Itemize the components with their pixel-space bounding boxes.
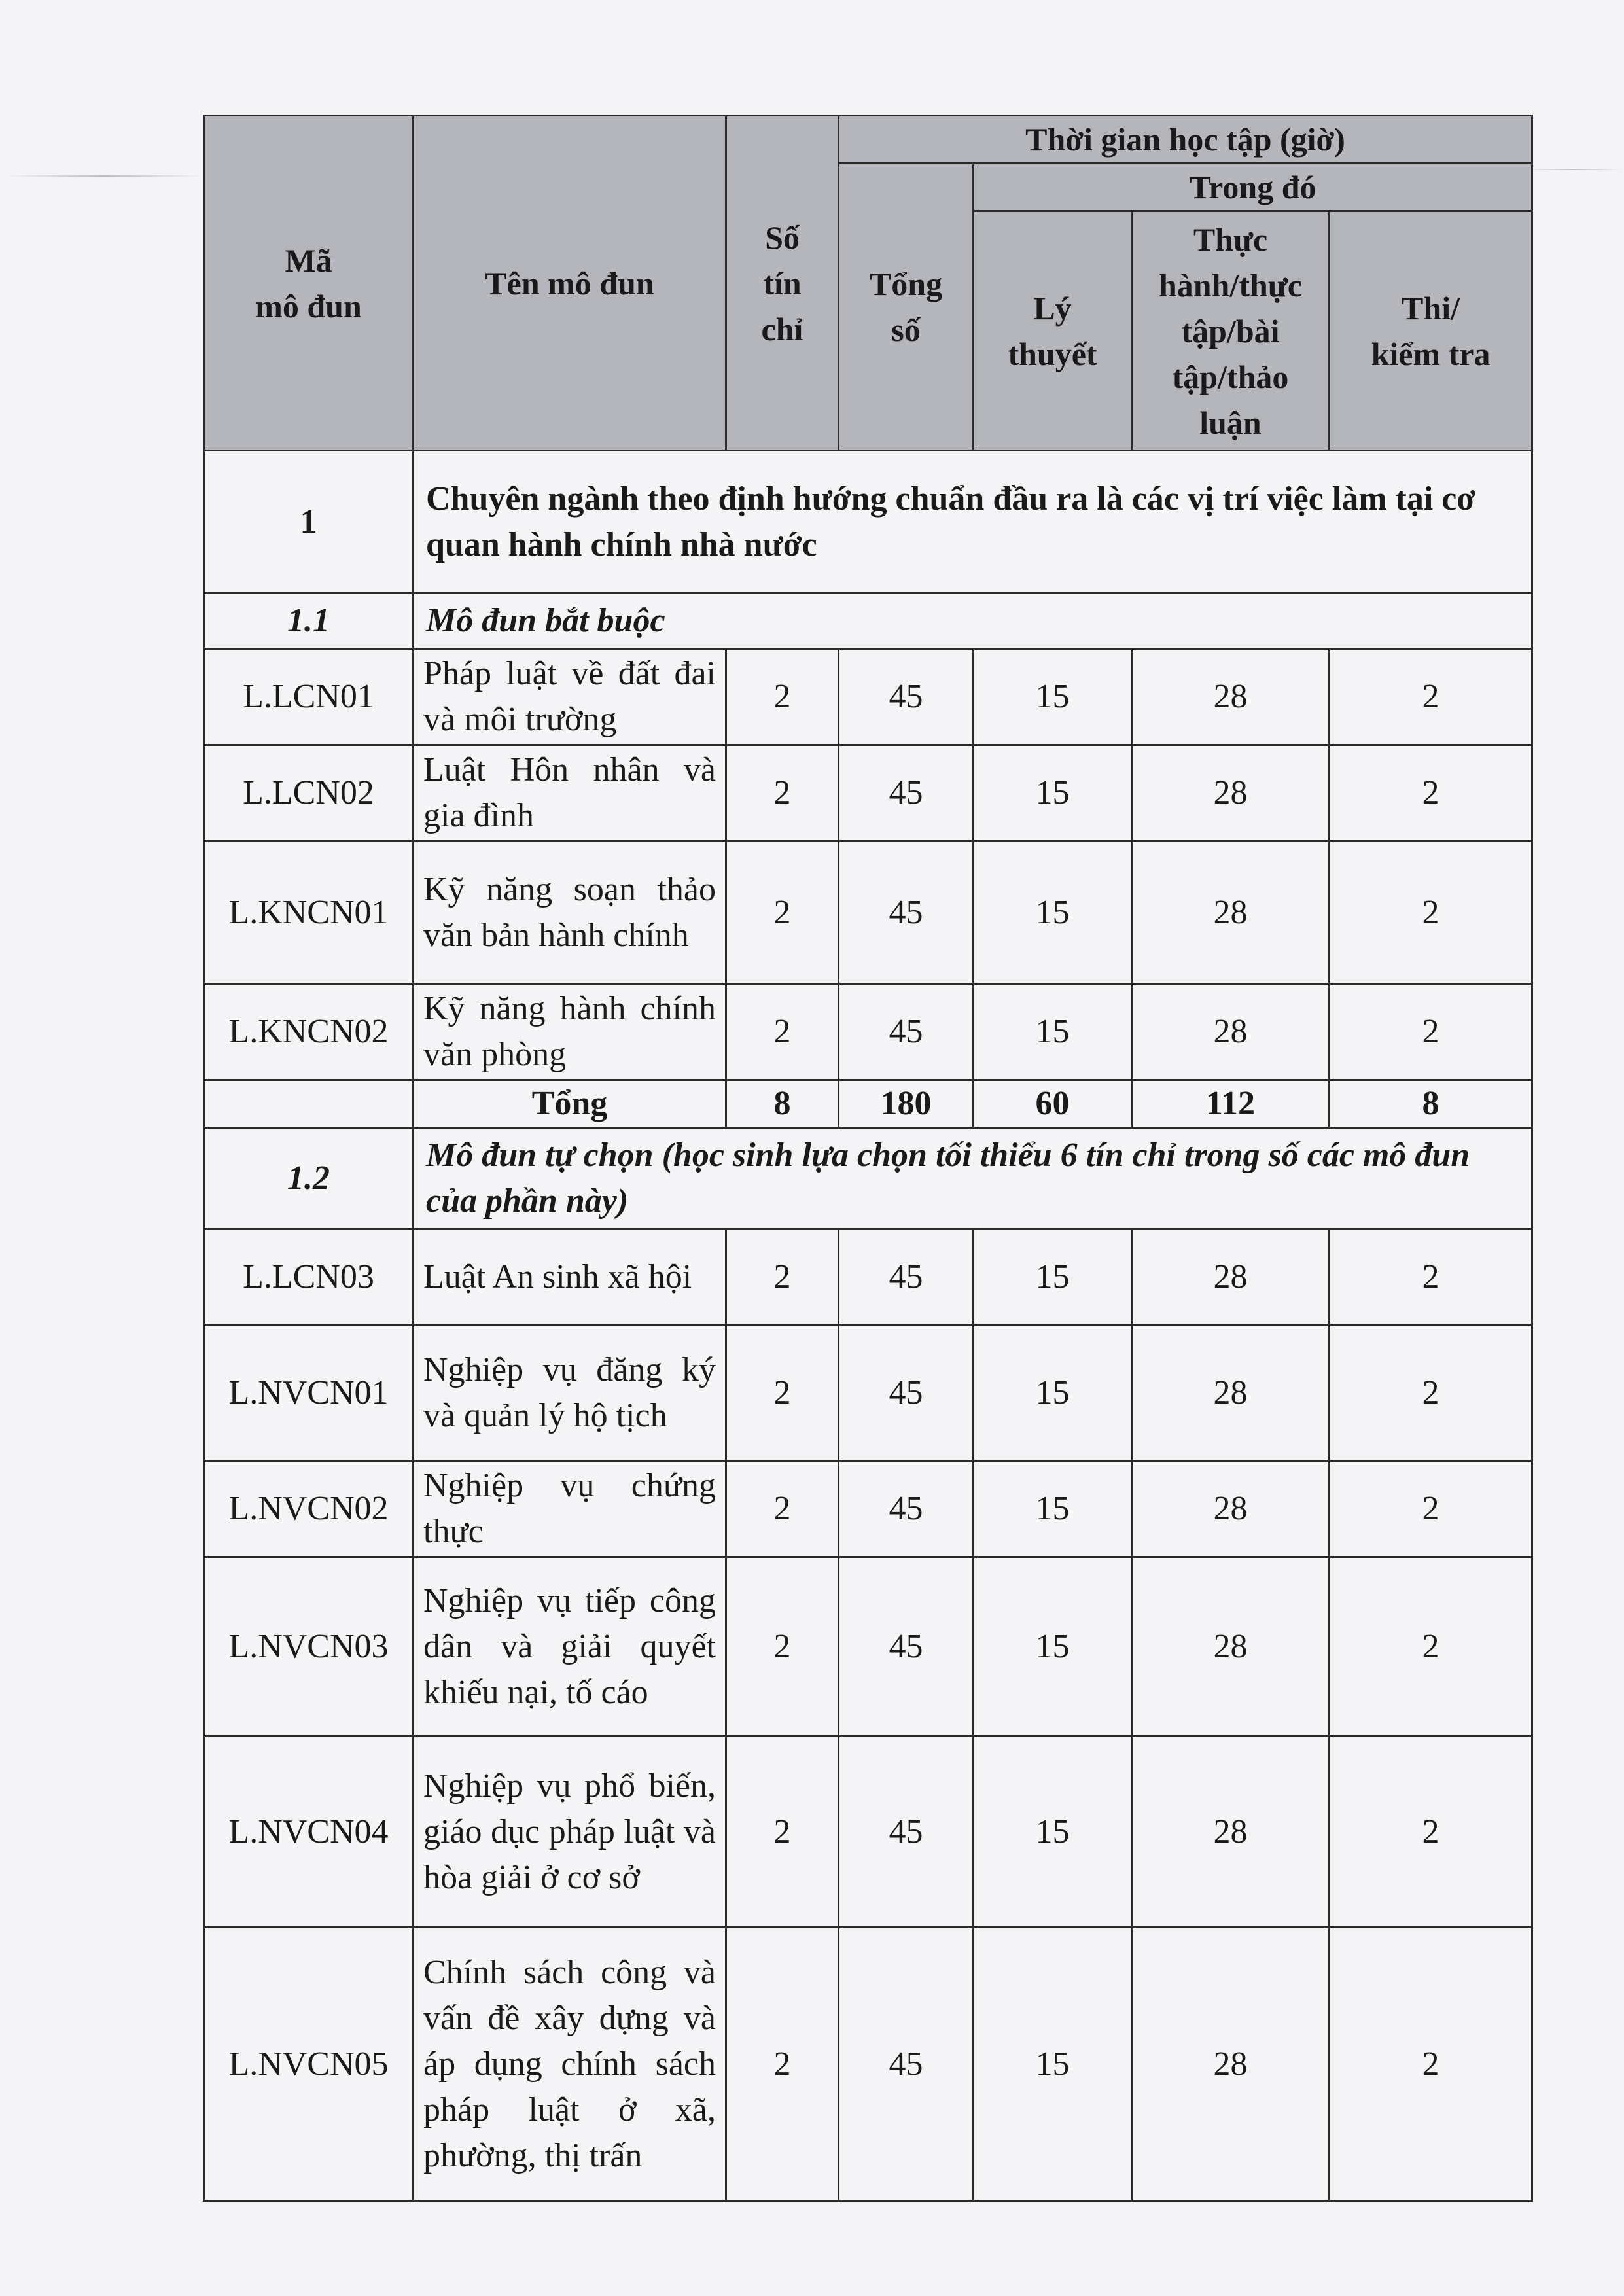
module-code: L.LCN02 xyxy=(204,745,414,841)
total-hours-cell: 45 xyxy=(839,1325,974,1461)
total-hours-cell: 45 xyxy=(839,1461,974,1557)
total-theory: 60 xyxy=(974,1080,1132,1128)
credits-cell: 2 xyxy=(726,984,839,1080)
module-name: Chính sách công và vấn đề xây dựng và áp dụng chính sách pháp luật ở xã, phường, thị trấn xyxy=(414,1928,726,2201)
exam-hours-cell: 2 xyxy=(1330,841,1532,984)
theory-hours-cell: 15 xyxy=(974,745,1132,841)
table-row xyxy=(204,984,1532,1080)
module-name: Kỹ năng hành chính văn phòng xyxy=(414,984,726,1080)
module-name: Nghiệp vụ phổ biến, giáo dục pháp luật và hòa giải ở cơ sở xyxy=(414,1737,726,1928)
scan-artifact-left xyxy=(7,175,203,177)
total-credits: 8 xyxy=(726,1080,839,1128)
table-row xyxy=(204,841,1532,984)
total-hours-cell: 45 xyxy=(839,984,974,1080)
elective-number: 1.2 xyxy=(204,1128,414,1229)
module-name: Nghiệp vụ đăng ký và quản lý hộ tịch xyxy=(414,1325,726,1461)
credits-cell: 2 xyxy=(726,1461,839,1557)
table-row xyxy=(204,649,1532,745)
module-code: L.NVCN01 xyxy=(204,1325,414,1461)
module-name: Pháp luật về đất đai và môi trường xyxy=(414,649,726,745)
practice-hours-cell: 28 xyxy=(1132,1737,1330,1928)
header-exam: Thi/ kiểm tra xyxy=(1330,211,1532,451)
module-name: Nghiệp vụ chứng thực xyxy=(414,1461,726,1557)
exam-hours-cell: 2 xyxy=(1330,1461,1532,1557)
theory-hours-cell: 15 xyxy=(974,841,1132,984)
total-hours-cell: 45 xyxy=(839,1229,974,1325)
exam-hours-cell: 2 xyxy=(1330,1737,1532,1928)
exam-hours-cell: 2 xyxy=(1330,1229,1532,1325)
header-credits: Số tín chỉ xyxy=(726,116,839,451)
practice-hours-cell: 28 xyxy=(1132,745,1330,841)
section-title: Chuyên ngành theo định hướng chuẩn đầu ra là các vị trí việc làm tại cơ quan hành chính nhà nước xyxy=(414,451,1532,593)
credits-cell: 2 xyxy=(726,1325,839,1461)
credits-cell: 2 xyxy=(726,1737,839,1928)
total-hours-cell: 45 xyxy=(839,1737,974,1928)
module-name: Kỹ năng soạn thảo văn bản hành chính xyxy=(414,841,726,984)
exam-hours-cell: 2 xyxy=(1330,984,1532,1080)
module-code: L.NVCN02 xyxy=(204,1461,414,1557)
scan-artifact-right xyxy=(1525,169,1623,170)
module-code: L.NVCN05 xyxy=(204,1928,414,2201)
table-row xyxy=(204,1461,1532,1557)
practice-hours-cell: 28 xyxy=(1132,649,1330,745)
curriculum-table xyxy=(203,115,1533,2202)
theory-hours-cell: 15 xyxy=(974,1461,1132,1557)
credits-cell: 2 xyxy=(726,841,839,984)
practice-hours-cell: 28 xyxy=(1132,984,1330,1080)
exam-hours-cell: 2 xyxy=(1330,1928,1532,2201)
table-row xyxy=(204,1928,1532,2201)
module-code: L.LCN01 xyxy=(204,649,414,745)
module-code: L.KNCN02 xyxy=(204,984,414,1080)
required-title: Mô đun bắt buộc xyxy=(414,593,1532,649)
table-row xyxy=(204,1557,1532,1737)
total-exam: 8 xyxy=(1330,1080,1532,1128)
table-row xyxy=(204,1325,1532,1461)
total-row xyxy=(204,1080,1532,1128)
practice-hours-cell: 28 xyxy=(1132,841,1330,984)
practice-hours-cell: 28 xyxy=(1132,1461,1330,1557)
theory-hours-cell: 15 xyxy=(974,1229,1132,1325)
total-hours-cell: 45 xyxy=(839,841,974,984)
credits-cell: 2 xyxy=(726,649,839,745)
credits-cell: 2 xyxy=(726,1229,839,1325)
required-number: 1.1 xyxy=(204,593,414,649)
module-name: Nghiệp vụ tiếp công dân và giải quyết khiếu nại, tố cáo xyxy=(414,1557,726,1737)
total-label: Tổng xyxy=(414,1080,726,1128)
header-practice: Thực hành/thực tập/bài tập/thảo luận xyxy=(1132,211,1330,451)
module-code: L.NVCN04 xyxy=(204,1737,414,1928)
total-hours: 180 xyxy=(839,1080,974,1128)
total-hours-cell: 45 xyxy=(839,1557,974,1737)
exam-hours-cell: 2 xyxy=(1330,1557,1532,1737)
table-row xyxy=(204,745,1532,841)
header-total: Tổng số xyxy=(839,164,974,451)
elective-subsection-row xyxy=(204,1128,1532,1229)
theory-hours-cell: 15 xyxy=(974,984,1132,1080)
header-theory: Lý thuyết xyxy=(974,211,1132,451)
practice-hours-cell: 28 xyxy=(1132,1325,1330,1461)
header-row-1 xyxy=(204,116,1532,164)
practice-hours-cell: 28 xyxy=(1132,1557,1330,1737)
theory-hours-cell: 15 xyxy=(974,1325,1132,1461)
required-subsection-row xyxy=(204,593,1532,649)
theory-hours-cell: 15 xyxy=(974,1928,1132,2201)
exam-hours-cell: 2 xyxy=(1330,1325,1532,1461)
practice-hours-cell: 28 xyxy=(1132,1928,1330,2201)
total-hours-cell: 45 xyxy=(839,649,974,745)
total-hours-cell: 45 xyxy=(839,1928,974,2201)
header-within-group: Trong đó xyxy=(974,164,1532,211)
module-code: L.KNCN01 xyxy=(204,841,414,984)
table-row xyxy=(204,1737,1532,1928)
theory-hours-cell: 15 xyxy=(974,649,1132,745)
section-number: 1 xyxy=(204,451,414,593)
header-time-group: Thời gian học tập (giờ) xyxy=(839,116,1532,164)
theory-hours-cell: 15 xyxy=(974,1557,1132,1737)
module-code: L.LCN03 xyxy=(204,1229,414,1325)
total-empty-cell xyxy=(204,1080,414,1128)
header-code: Mã mô đun xyxy=(204,116,414,451)
theory-hours-cell: 15 xyxy=(974,1737,1132,1928)
section-row xyxy=(204,451,1532,593)
credits-cell: 2 xyxy=(726,745,839,841)
credits-cell: 2 xyxy=(726,1928,839,2201)
credits-cell: 2 xyxy=(726,1557,839,1737)
total-practice: 112 xyxy=(1132,1080,1330,1128)
total-hours-cell: 45 xyxy=(839,745,974,841)
module-name: Luật An sinh xã hội xyxy=(414,1229,726,1325)
elective-title: Mô đun tự chọn (học sinh lựa chọn tối thiểu 6 tín chỉ trong số các mô đun của phần này) xyxy=(414,1128,1532,1229)
exam-hours-cell: 2 xyxy=(1330,745,1532,841)
module-code: L.NVCN03 xyxy=(204,1557,414,1737)
header-name: Tên mô đun xyxy=(414,116,726,451)
exam-hours-cell: 2 xyxy=(1330,649,1532,745)
table-row xyxy=(204,1229,1532,1325)
practice-hours-cell: 28 xyxy=(1132,1229,1330,1325)
module-name: Luật Hôn nhân và gia đình xyxy=(414,745,726,841)
